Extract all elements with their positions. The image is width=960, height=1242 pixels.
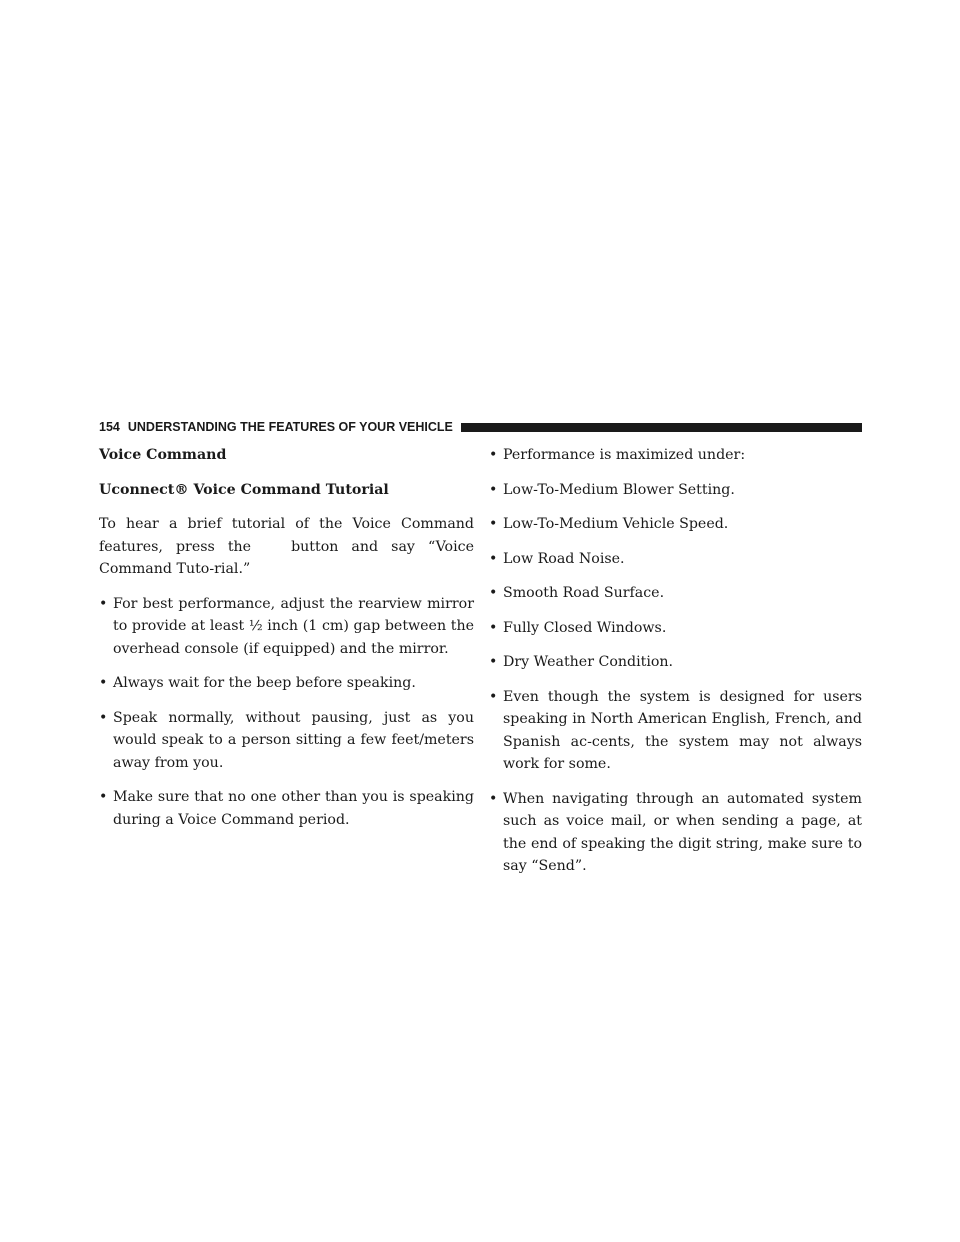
list-item: • Always wait for the beep before speaking.: [99, 672, 474, 695]
list-item: • Performance is maximized under:: [489, 444, 862, 467]
tutorial-subheading: Uconnect® Voice Command Tutorial: [99, 481, 389, 498]
tutorial-paragraph: [99, 513, 474, 581]
intro-text-after: button and say “Voice Command Tuto-rial.”: [99, 538, 474, 577]
right-column: [489, 444, 862, 890]
list-item: • Low Road Noise.: [489, 548, 862, 571]
list-item: • Even though the system is designed for users speaking in North American English, French, and Spanish ac-cents, the system may not always work for some.: [489, 686, 862, 776]
list-item: • Low-To-Medium Blower Setting.: [489, 479, 862, 502]
list-item: • Speak normally, without pausing, just as you would speak to a person sitting a few feet/meters away from you.: [99, 707, 474, 775]
right-bullet-list: [489, 444, 862, 878]
page-number: 154: [99, 420, 120, 434]
list-item: • Low-To-Medium Vehicle Speed.: [489, 513, 862, 536]
list-item: • For best performance, adjust the rearview mirror to provide at least ½ inch (1 cm) gap between the overhead console (if equipped) and the mirror.: [99, 593, 474, 661]
left-column: [99, 444, 474, 843]
list-item: • Dry Weather Condition.: [489, 651, 862, 674]
page-header: [99, 418, 862, 436]
list-item: • Fully Closed Windows.: [489, 617, 862, 640]
list-item: • Smooth Road Surface.: [489, 582, 862, 605]
section-title: UNDERSTANDING THE FEATURES OF YOUR VEHICLE: [127, 420, 453, 434]
left-bullet-list: [99, 593, 474, 832]
list-item: • When navigating through an automated system such as voice mail, or when sending a page, at the end of speaking the digit string, make sure to say “Send”.: [489, 788, 862, 878]
intro-text-before: To hear a brief tutorial of the Voice Command features, press the: [99, 516, 474, 555]
list-item: • Make sure that no one other than you is speaking during a Voice Command period.: [99, 786, 474, 831]
header-rule: [461, 423, 862, 432]
section-heading: Voice Command: [99, 447, 227, 463]
